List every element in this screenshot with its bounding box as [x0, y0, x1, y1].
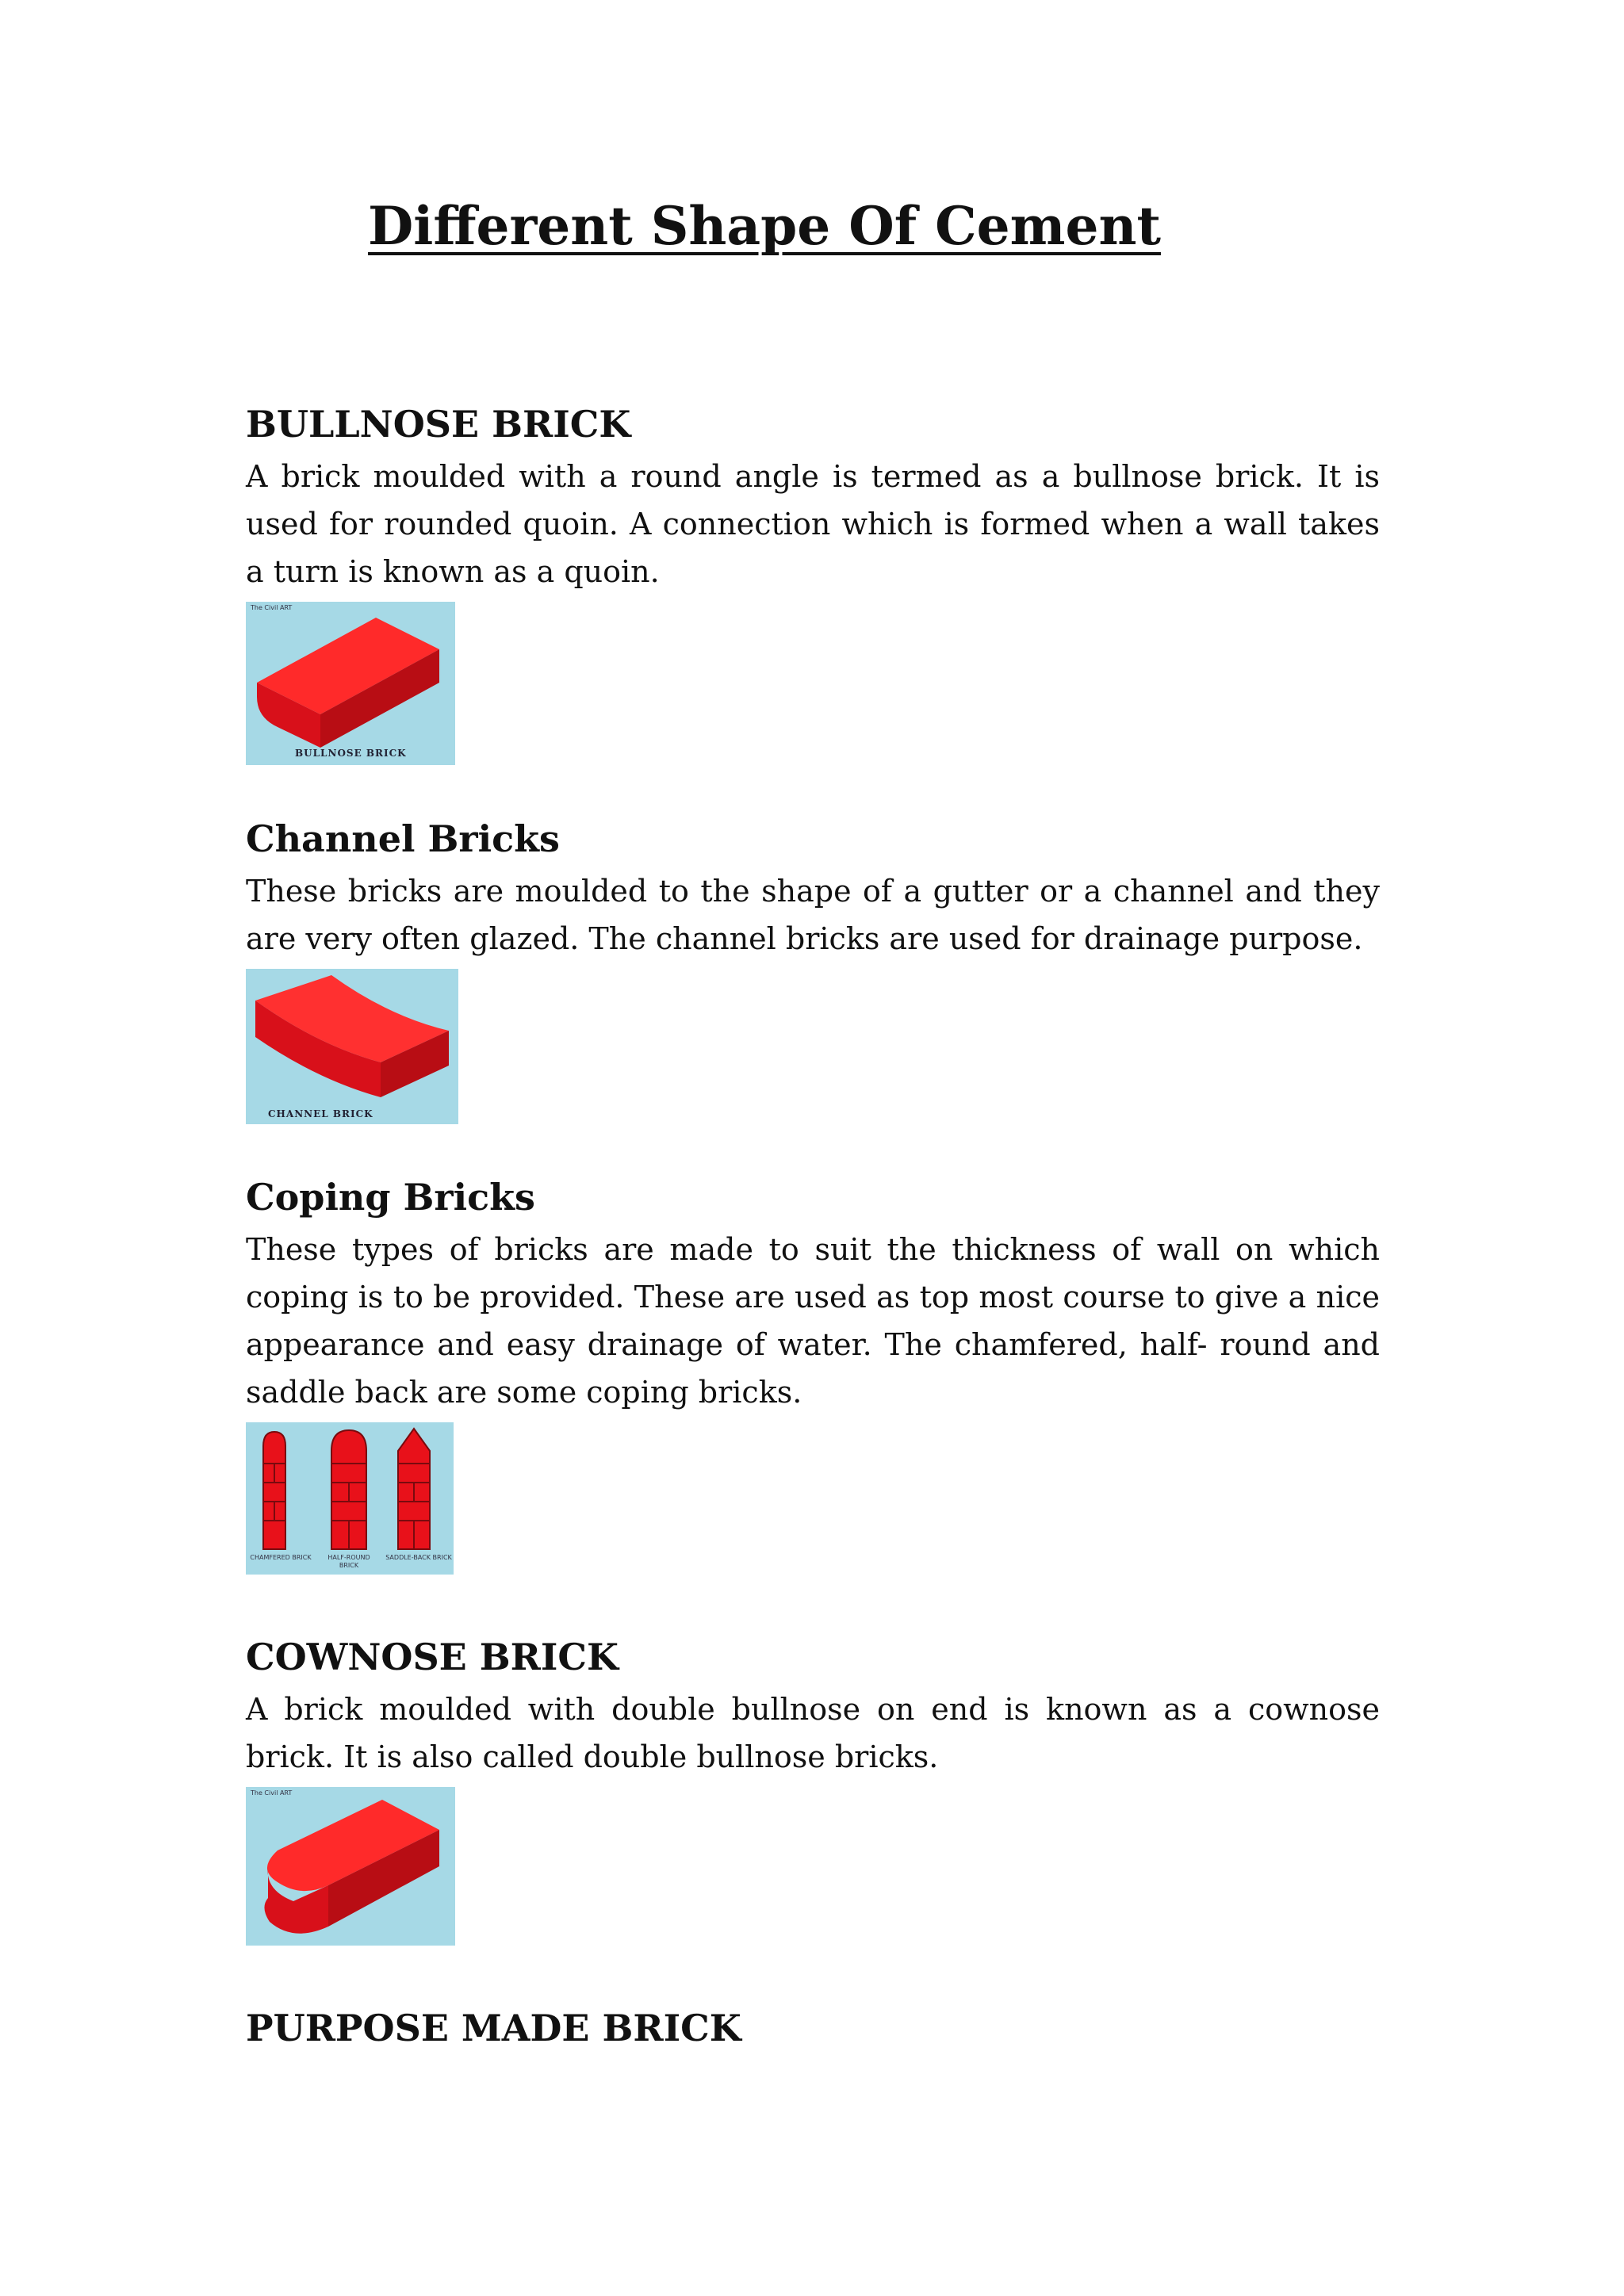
section-text: A brick moulded with a round angle is termed as a bullnose brick. It is used for rounded quoin. A connection which is formed when a wall takes a turn is known as a quoin.	[246, 459, 1380, 589]
coping-bricks-figure	[246, 1422, 454, 1575]
figure-corner-text: The Civil ART	[251, 1789, 293, 1797]
figure-label-saddle-back: SADDLE-BACK BRICK	[385, 1554, 452, 1561]
figure-corner-text: The Civil ART	[251, 604, 293, 611]
cownose-brick-figure	[246, 1787, 455, 1946]
section-cownose-brick	[246, 1633, 1380, 1946]
section-text: These types of bricks are made to suit the thickness of wall on which coping is to be provided. These are used as top most course to give a nice appearance and easy drainage of water. The chamfered, half- round and saddle back are some coping bricks.	[246, 1232, 1380, 1410]
coping-bricks-illustration	[246, 1422, 454, 1575]
bullnose-brick-illustration	[246, 602, 455, 765]
channel-brick-figure	[246, 969, 458, 1124]
bullnose-brick-figure	[246, 602, 455, 765]
section-coping-bricks	[246, 1173, 1380, 1575]
figure-label-half-round: HALF-ROUND BRICK	[327, 1554, 370, 1569]
section-heading: COWNOSE BRICK	[246, 1636, 619, 1678]
section-text: These bricks are moulded to the shape of a gutter or a channel and they are very often glazed. The channel bricks are used for drainage purpose.	[246, 874, 1380, 956]
section-heading: Coping Bricks	[246, 1176, 535, 1219]
channel-brick-illustration	[246, 969, 458, 1124]
section-text: A brick moulded with double bullnose on end is known as a cownose brick. It is also called double bullnose bricks.	[246, 1692, 1380, 1774]
figure-label-chamfered: CHAMFERED BRICK	[250, 1554, 312, 1561]
section-purpose-made-brick	[246, 2004, 1380, 2057]
figure-caption: CHANNEL BRICK	[268, 1108, 373, 1119]
section-bullnose-brick	[246, 400, 1380, 765]
figure-caption: BULLNOSE BRICK	[295, 748, 407, 759]
cownose-brick-illustration	[246, 1787, 455, 1946]
section-heading: BULLNOSE BRICK	[246, 403, 631, 446]
page-title: Different Shape Of Cement	[368, 195, 1161, 257]
section-heading: Channel Bricks	[246, 817, 560, 860]
section-heading: PURPOSE MADE BRICK	[246, 2007, 741, 2049]
section-channel-bricks	[246, 815, 1380, 1124]
